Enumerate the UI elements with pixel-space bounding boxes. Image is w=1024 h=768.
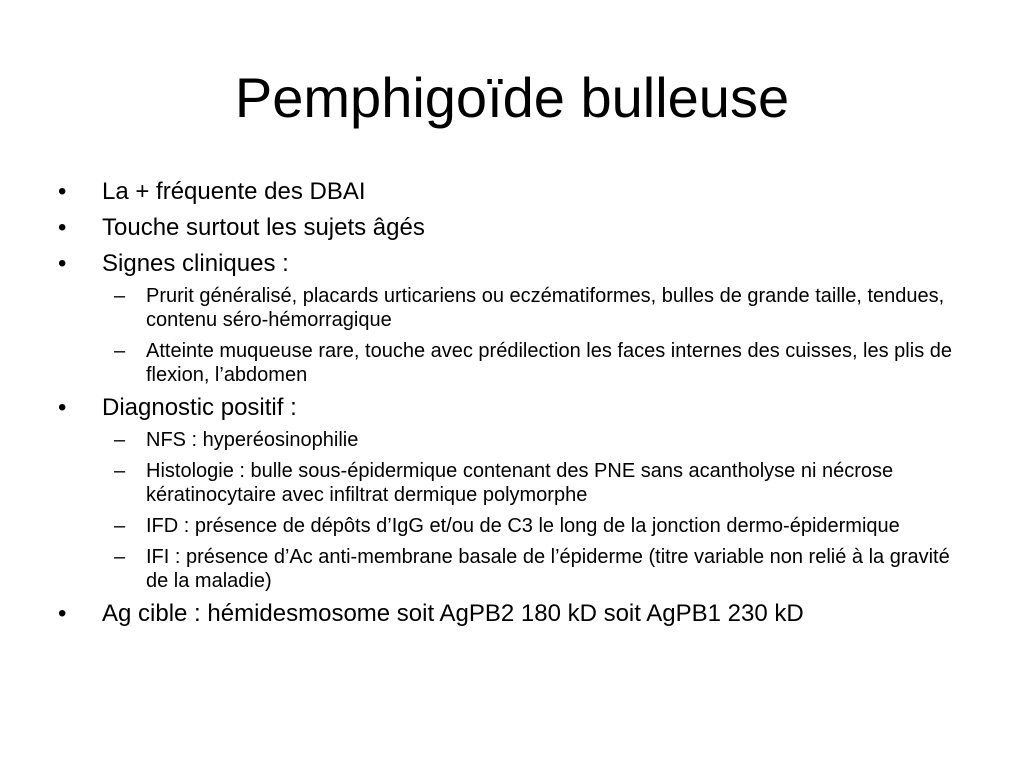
bullet-text: Signes cliniques : xyxy=(102,250,289,277)
sub-bullet-item xyxy=(56,545,986,593)
bullet-item xyxy=(56,214,986,242)
bullet-item xyxy=(56,250,986,278)
sub-bullet-text: NFS : hyperéosinophilie xyxy=(146,429,359,451)
sub-bullet-text: Atteinte muqueuse rare, touche avec prédilection les faces internes des cuisses, les plis de flexion, l’abdomen xyxy=(146,340,952,386)
bullet-item xyxy=(56,394,986,422)
bullet-text: Ag cible : hémidesmosome soit AgPB2 180 kD soit AgPB1 230 kD xyxy=(102,600,804,627)
bullet-marker: • xyxy=(58,214,67,241)
sub-bullet-item xyxy=(56,459,986,507)
bullet-marker: • xyxy=(58,178,67,205)
sub-bullet-text: Prurit généralisé, placards urticariens ou eczématiformes, bulles de grande taille, tendues, contenu séro-hémorragique xyxy=(146,285,945,331)
sub-bullet-marker: – xyxy=(114,460,126,482)
bullet-marker: • xyxy=(58,250,67,277)
sub-bullet-marker: – xyxy=(114,285,126,307)
bullet-text: Diagnostic positif : xyxy=(102,394,297,421)
sub-bullet-item xyxy=(56,514,986,538)
bullet-text: Touche surtout les sujets âgés xyxy=(102,214,425,241)
sub-bullet-text: IFI : présence d’Ac anti-membrane basale de l’épiderme (titre variable non relié à la gravité de la maladie) xyxy=(146,546,950,592)
sub-bullet-text: Histologie : bulle sous-épidermique contenant des PNE sans acantholyse ni nécrose kératinocytaire avec infiltrat dermique polymorphe xyxy=(146,460,894,506)
sub-bullet-marker: – xyxy=(114,429,126,451)
bullet-marker: • xyxy=(58,600,67,627)
sub-bullet-item xyxy=(56,284,986,332)
bullet-item xyxy=(56,178,986,206)
bullet-text: La + fréquente des DBAI xyxy=(102,178,366,205)
sub-bullet-marker: – xyxy=(114,340,126,362)
sub-bullet-item xyxy=(56,428,986,452)
sub-bullet-marker: – xyxy=(114,546,126,568)
bullet-marker: • xyxy=(58,394,67,421)
sub-bullet-item xyxy=(56,339,986,387)
sub-bullet-marker: – xyxy=(114,515,126,537)
bullet-list xyxy=(56,178,986,636)
bullet-item xyxy=(56,600,986,628)
sub-bullet-text: IFD : présence de dépôts d’IgG et/ou de C3 le long de la jonction dermo-épidermique xyxy=(146,515,900,537)
slide-title: Pemphigoïde bulleuse xyxy=(234,66,790,129)
